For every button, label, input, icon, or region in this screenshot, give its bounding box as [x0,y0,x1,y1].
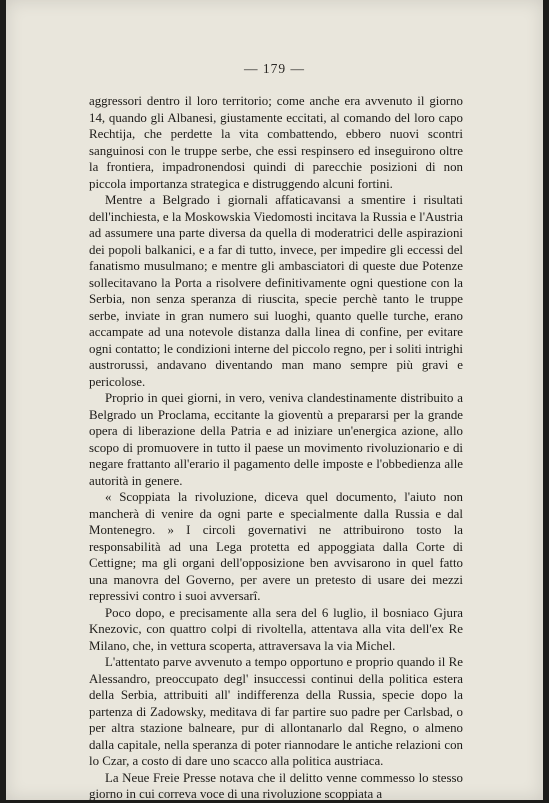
paragraph-1: aggressori dentro il loro territorio; come anche era avvenuto il giorno 14, quando gli Albanesi, giustamente eccitati, al comando del loro capo Rechtija, che perdette la vita combattendo, ebbero nuovi scontri sanguinosi con le truppe serbe, che essi respinsero ed inseguirono oltre la frontiera, impadronendosi quindi di parecchie posizioni di non piccola importanza strategica e distruggendo alcuni fortini. [89,94,463,191]
page-number: — 179 — [244,61,305,76]
paragraph-5: Poco dopo, e precisamente alla sera del 6 luglio, il bosniaco Gjura Knezovic, con quattro colpi di rivoltella, attentava alla vita dell'ex Re Milano, che, in vettura scoperta, attraversava la via Michel. [89,605,463,653]
book-page [6,0,543,800]
paragraph-3: Proprio in quei giorni, in vero, veniva clandestinamente distribuito a Belgrado un Proclama, eccitante la gioventù a prepararsi per la grande opera di liberazione della Patria e ad iniziare un'energica azione, allo scopo di promuovere in tutto il paese un movimento rivoluzionario e di negare frattanto all'erario il pagamento delle imposte e l'obbedienza alle autorità in genere. [89,391,463,488]
body-text [89,93,463,803]
paragraph-2: Mentre a Belgrado i giornali affaticavansi a smentire i risultati dell'inchiesta, e la Moskowskia Viedomosti incitava la Russia e l'Austria ad assumere una parte diversa da quella di moderatrici delle aspirazioni dei popoli balkanici, e a far di tutto, invece, per impedire gli eccessi del fanatismo musulmano; e mentre gli ambasciatori di queste due Potenze sollecitavano la Porta a risolvere definitivamente ogni questione con la Serbia, non senza speranza di riuscita, specie perchè tanto le truppe serbe, inviate in gran numero sui luoghi, quanto quelle turche, erano accampate ad una notevole distanza dalla linea di confine, per evitare ogni contatto; le condizioni interne del piccolo regno, per i soliti intrighi austrorussi, andavano diventando man mano sempre più gravi e pericolose. [89,193,463,389]
paragraph-4: « Scoppiata la rivoluzione, diceva quel documento, l'aiuto non mancherà di venire da ogni parte e specialmente dalla Russia e dal Montenegro. » I circoli governativi ne attribuirono tosto la responsabilità ad una Lega protetta ed appoggiata dalla Corte di Cettigne; ma gli organi dell'opposizione ben avvisarono in quel fatto una manovra del Governo, per avere un pretesto di usare dei mezzi repressivi contro i suoi avversarî. [89,490,463,603]
paragraph-7: La Neue Freie Presse notava che il delitto venne commesso lo stesso giorno in cui correva voce di una rivoluzione scoppiata a [89,770,463,801]
paragraph-6: L'attentato parve avvenuto a tempo opportuno e proprio quando il Re Alessandro, preoccupato degl' insuccessi continui della politica estera della Serbia, attribuiti all' indifferenza della Russia, specie dopo la partenza di Zadowsky, meditava di far partire suo padre per Carlsbad, o per altra stazione balneare, pur di allontanarlo dal Regno, o almeno dalla capitale, nella speranza di poter riannodare le antiche relazioni con lo Czar, a costo di dare uno scacco alla politica austriaca. [89,655,463,768]
